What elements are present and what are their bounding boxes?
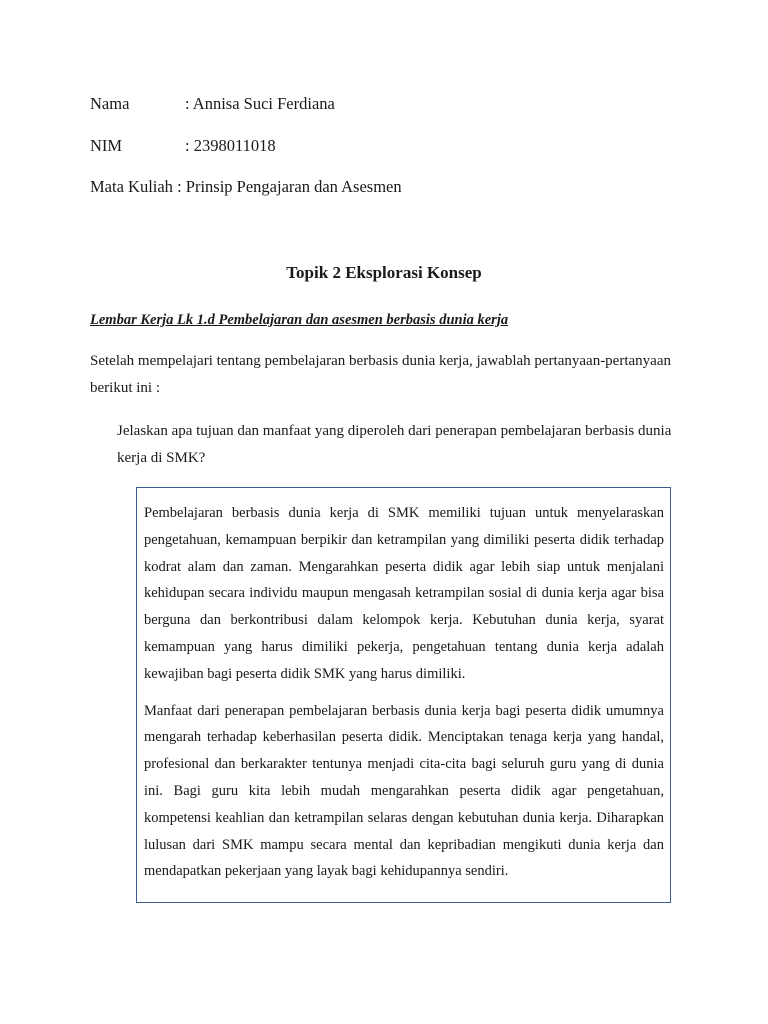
name-value: : Annisa Suci Ferdiana xyxy=(185,94,335,113)
name-label: Nama xyxy=(90,94,130,113)
name-row xyxy=(90,94,335,114)
page-title: Topik 2 Eksplorasi Konsep xyxy=(286,263,482,282)
intro-paragraph: Setelah mempelajari tentang pembelajaran berbasis dunia kerja, jawablah pertanyaan-pertanyaan berikut ini : xyxy=(90,353,671,396)
nim-label: NIM xyxy=(90,136,123,155)
nim-row xyxy=(90,136,276,156)
worksheet-heading: Lembar Kerja Lk 1.d Pembelajaran dan asesmen berbasis dunia kerja xyxy=(90,312,509,328)
nim-value: : 2398011018 xyxy=(185,136,276,155)
answer-box xyxy=(136,487,671,903)
course-row xyxy=(90,177,402,197)
course-label: Mata Kuliah xyxy=(90,177,173,196)
question-text: Jelaskan apa tujuan dan manfaat yang diperoleh dari penerapan pembelajaran berbasis dunia kerja di SMK? xyxy=(117,423,672,466)
answer-paragraph-purpose: Pembelajaran berbasis dunia kerja di SMK memiliki tujuan untuk menyelaraskan pengetahuan, kemampuan berpikir dan ketrampilan yang dimiliki peserta didik terhadap kodrat alam dan zaman. Mengarahkan peserta didik agar lebih siap untuk menjalani kehidupan secara individu maupun mengasah ketrampilan sosial di dunia kerja agar bisa berguna dan berkontribusi dalam kelompok kerja. Kebutuhan dunia kerja, syarat kemampuan yang harus dimiliki pekerja, pengetahuan tentang dunia kerja adalah kewajiban bagi peserta didik SMK yang harus dimiliki. xyxy=(144,505,664,682)
answer-paragraph-benefit: Manfaat dari penerapan pembelajaran berbasis dunia kerja bagi peserta didik umumnya mengarah terhadap keberhasilan peserta didik. Menciptakan tenaga kerja yang handal, profesional dan berkarakter tentunya menjadi cita-cita bagi seluruh guru yang di dunia ini. Bagi guru kita lebih mudah mengarahkan peserta didik agar pengetahuan, kompetensi keahlian dan ketrampilan selaras dengan kebutuhan dunia kerja. Diharapkan lulusan dari SMK mampu secara mental dan kepribadian mengikuti dunia kerja dan mendapatkan pekerjaan yang layak bagi kehidupannya sendiri. xyxy=(144,702,664,880)
course-value: : Prinsip Pengajaran dan Asesmen xyxy=(177,177,402,196)
